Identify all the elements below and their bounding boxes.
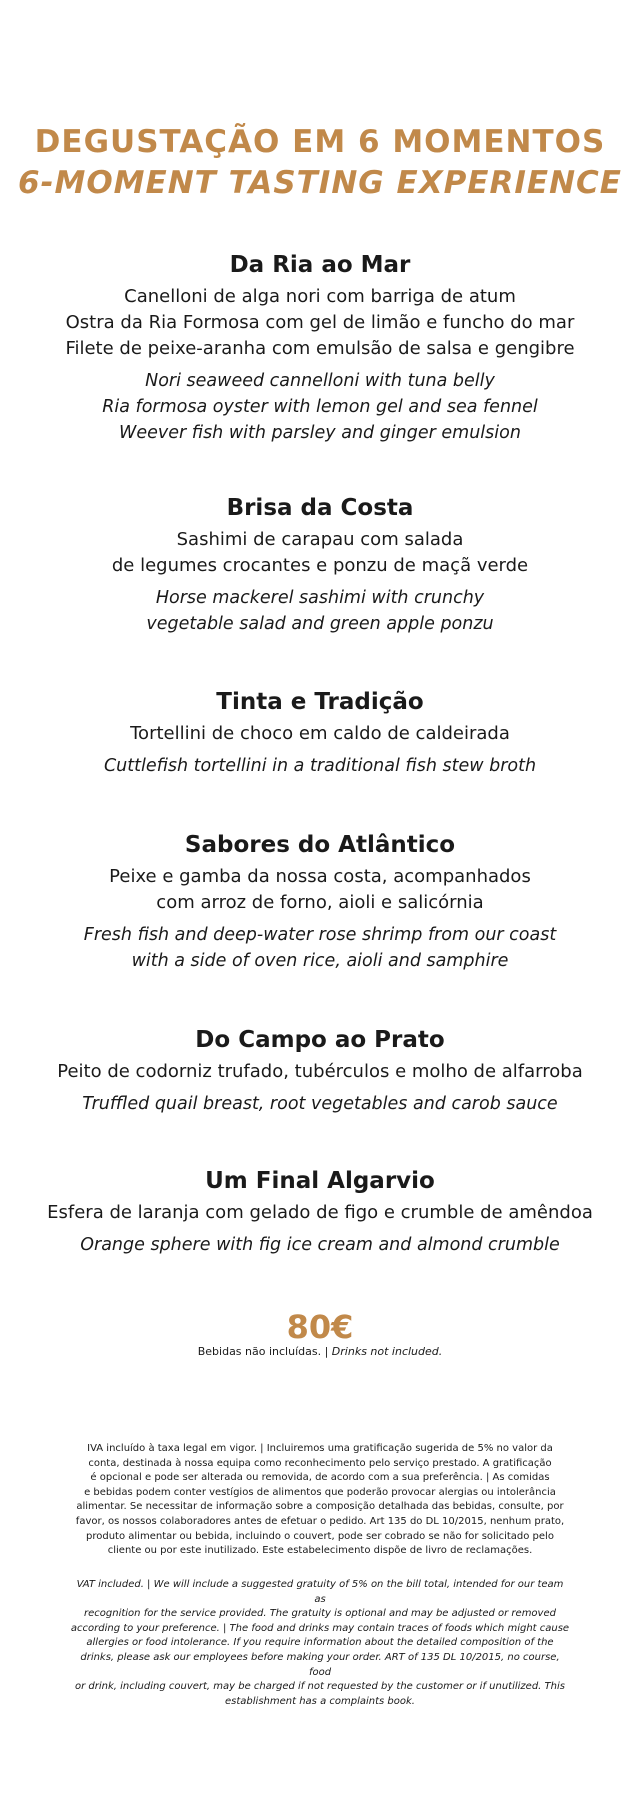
- course-title: Do Campo ao Prato: [195, 1027, 445, 1053]
- legal-notice-pt: [70, 1442, 570, 1559]
- course-title: Da Ria ao Mar: [229, 252, 411, 278]
- legal-line: according to your preference. | The food and drinks may contain traces of foods which might cause: [70, 1622, 570, 1634]
- menu-price: 80€: [286, 1308, 354, 1346]
- course-item-en: vegetable salad and green apple ponzu: [146, 614, 494, 634]
- course-item-pt: de legumes crocantes e ponzu de maçã verde: [111, 555, 529, 576]
- course-title: Um Final Algarvio: [205, 1168, 435, 1194]
- course-item-pt: com arroz de forno, aioli e salicórnia: [156, 892, 484, 913]
- menu-title-pt: DEGUSTAÇÃO EM 6 MOMENTOS: [34, 124, 606, 160]
- legal-line: favor, os nossos colaboradores antes de efetuar o pedido. Art 135 do DL 10/2015, nenhum prato,: [75, 1515, 565, 1527]
- course-item-en: Truffled quail breast, root vegetables and carob sauce: [82, 1094, 558, 1114]
- legal-line: IVA incluído à taxa legal em vigor. | Incluiremos uma gratificação sugerida de 5% no valor da: [87, 1443, 553, 1454]
- legal-notice-en: [70, 1578, 570, 1709]
- legal-line: conta, destinada à nossa equipa como reconhecimento pelo serviço prestado. A gratificação: [88, 1457, 552, 1469]
- course-item-en: with a side of oven rice, aioli and samphire: [131, 951, 509, 971]
- course-item-pt: Sashimi de carapau com salada: [176, 529, 464, 550]
- legal-line: recognition for the service provided. The gratuity is optional and may be adjusted or removed: [84, 1608, 556, 1620]
- course-um-final-algarvio: [0, 1168, 640, 1258]
- legal-line: produto alimentar ou bebida, incluindo o couvert, pode ser cobrado se não for solicitado pelo: [86, 1530, 554, 1542]
- course-item-en: Weever fish with parsley and ginger emulsion: [119, 423, 521, 443]
- drinks-note-en: Drinks not included.: [331, 1345, 443, 1358]
- menu-title-en: 6-MOMENT TASTING EXPERIENCE: [18, 165, 622, 201]
- legal-line: or drink, including couvert, may be charged if not requested by the customer or if unutilized. This: [75, 1681, 565, 1693]
- legal-line: alimentar. Se necessitar de informação sobre a composição detalhada das bebidas, consulte, por: [76, 1501, 564, 1513]
- course-item-en: Cuttlefish tortellini in a traditional fish stew broth: [103, 756, 537, 776]
- course-item-en: Fresh fish and deep-water rose shrimp from our coast: [83, 925, 557, 945]
- legal-line: e bebidas podem conter vestígios de alimentos que poderão provocar alergias ou intolerância: [84, 1486, 556, 1498]
- course-item-en: Horse mackerel sashimi with crunchy: [155, 588, 485, 608]
- legal-line: é opcional e pode ser alterada ou removida, de acordo com a sua preferência. | As comidas: [90, 1472, 550, 1484]
- course-do-campo-ao-prato: [0, 1027, 640, 1117]
- course-item-en: Ria formosa oyster with lemon gel and sea fennel: [102, 397, 538, 417]
- course-sabores-do-atlantico: [0, 832, 640, 974]
- course-item-pt: Peixe e gamba da nossa costa, acompanhados: [109, 866, 531, 887]
- course-title: Tinta e Tradição: [216, 689, 424, 715]
- course-title: Sabores do Atlântico: [184, 832, 456, 858]
- legal-line: allergies or food intolerance. If you require information about the detailed composition of the: [86, 1637, 554, 1649]
- legal-line: cliente ou por este inutilizado. Este estabelecimento dispõe de livro de reclamações.: [107, 1545, 533, 1557]
- course-brisa-da-costa: [0, 495, 640, 637]
- course-tinta-e-tradicao: [0, 689, 640, 779]
- course-item-en: Orange sphere with fig ice cream and almond crumble: [80, 1235, 560, 1255]
- course-item-pt: Esfera de laranja com gelado de figo e crumble de amêndoa: [47, 1202, 593, 1223]
- course-da-ria-ao-mar: [0, 252, 640, 446]
- legal-line: drinks, please ask our employees before making your order. ART of 135 DL 10/2015, no course, food: [80, 1651, 560, 1678]
- legal-line: establishment has a complaints book.: [225, 1695, 415, 1707]
- course-item-pt: Canelloni de alga nori com barriga de atum: [124, 286, 516, 307]
- legal-line: VAT included. | We will include a suggested gratuity of 5% on the bill total, intended for our team as: [76, 1579, 564, 1605]
- course-item-pt: Filete de peixe-aranha com emulsão de salsa e gengibre: [65, 338, 575, 359]
- drinks-note-pt: Bebidas não incluídas. |: [197, 1345, 329, 1358]
- course-item-en: Nori seaweed cannelloni with tuna belly: [145, 371, 495, 391]
- drinks-note: [0, 1345, 640, 1358]
- course-item-pt: Tortellini de choco em caldo de caldeirada: [130, 723, 510, 744]
- course-item-pt: Peito de codorniz trufado, tubérculos e molho de alfarroba: [57, 1061, 583, 1082]
- course-title: Brisa da Costa: [226, 495, 414, 521]
- course-item-pt: Ostra da Ria Formosa com gel de limão e funcho do mar: [65, 312, 575, 333]
